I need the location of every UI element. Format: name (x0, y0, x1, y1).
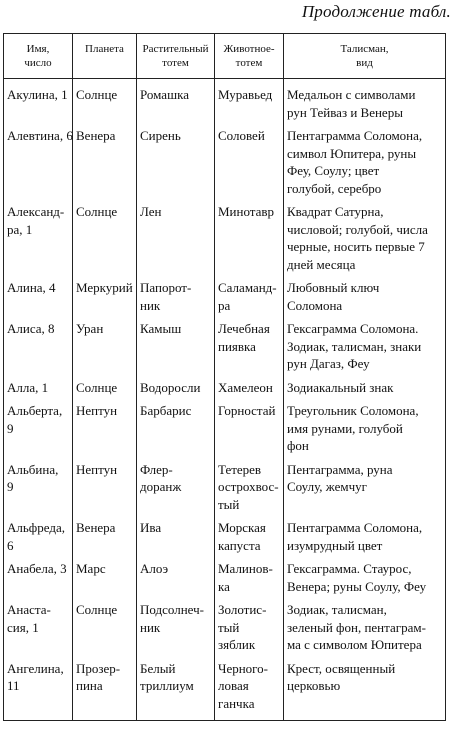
cell-talisman (284, 279, 446, 320)
cell-plant-totem-line: Флер- (140, 461, 173, 477)
cell-name-number-line: 6 (7, 537, 14, 553)
cell-animal-totem (215, 519, 284, 560)
cell-talisman-line: голубой, серебро (287, 180, 382, 196)
cell-animal-totem-line: Горностай (218, 403, 276, 418)
cell-animal-totem-line: Черного- (218, 660, 269, 676)
cell-talisman-line: Медальон с символами (287, 87, 416, 102)
header-planet (73, 34, 137, 79)
cell-planet-line: Солнце (76, 602, 118, 617)
cell-name-number-line: 11 (7, 678, 20, 693)
table-body (4, 79, 446, 721)
header-plant-totem-line: тотем (162, 57, 189, 69)
cell-talisman-line: ма с символом Юпитера (287, 637, 422, 652)
cell-plant-totem-line: Сирень (140, 128, 181, 143)
cell-name-number (4, 203, 73, 279)
cell-talisman (284, 660, 446, 721)
cell-animal-totem-line: зяблик (218, 637, 256, 652)
cell-name-number-line: Анабела, 3 (7, 561, 67, 576)
cell-animal-totem (215, 461, 284, 520)
cell-animal-totem (215, 320, 284, 379)
cell-plant-totem (137, 660, 215, 721)
cell-animal-totem-line: Соловей (218, 128, 265, 143)
cell-planet (73, 379, 137, 403)
cell-talisman (284, 560, 446, 601)
cell-animal-totem-line: острохвос- (218, 479, 279, 494)
cell-planet-line: Венера (76, 128, 116, 143)
cell-plant-totem (137, 127, 215, 203)
cell-planet-line: Нептун (76, 461, 118, 477)
cell-animal-totem-line: ра (218, 297, 231, 313)
cell-talisman-line: символ Юпитера, руны (287, 145, 417, 161)
cell-plant-totem (137, 461, 215, 520)
cell-name-number-line: Александ- (7, 204, 65, 219)
cell-talisman-line: изумрудный цвет (287, 537, 383, 553)
cell-animal-totem (215, 203, 284, 279)
cell-planet-line: Солнце (76, 379, 118, 395)
table-row (4, 379, 446, 403)
cell-plant-totem-line: ник (140, 619, 161, 635)
cell-name-number (4, 79, 73, 128)
cell-talisman-line: церковью (287, 678, 341, 693)
cell-animal-totem-line: Муравьед (218, 87, 273, 102)
cell-planet-line: Меркурий (76, 280, 133, 295)
cell-plant-totem-line: ник (140, 297, 161, 313)
cell-planet (73, 660, 137, 721)
cell-plant-totem (137, 519, 215, 560)
cell-talisman-line: Зодиак, талисман, знаки (287, 338, 422, 354)
cell-name-number-line: Акулина, 1 (7, 87, 68, 102)
cell-animal-totem-line: тый (218, 619, 240, 635)
header-plant-totem-line: Растительный (142, 43, 209, 55)
cell-name-number (4, 379, 73, 403)
cell-name-number-line: 9 (7, 479, 14, 494)
cell-animal-totem-line: ганчка (218, 695, 255, 711)
cell-plant-totem-line: триллиум (140, 678, 194, 693)
cell-planet-line: Солнце (76, 87, 118, 102)
cell-animal-totem-line: Минотавр (218, 204, 275, 219)
cell-talisman-line: черные, носить первые 7 (287, 239, 425, 254)
cell-talisman (284, 379, 446, 403)
cell-talisman-line: Соулу, жемчуг (287, 479, 367, 494)
cell-name-number-line: Альфреда, (7, 520, 65, 535)
header-name-number-line: число (24, 57, 52, 69)
cell-talisman-line: Феу, Соулу; цвет (287, 163, 380, 178)
cell-name-number (4, 402, 73, 461)
cell-animal-totem (215, 127, 284, 203)
cell-name-number (4, 560, 73, 601)
cell-talisman-line: Треугольник Соломона, (287, 403, 419, 418)
cell-planet (73, 279, 137, 320)
cell-planet-line: Венера (76, 520, 116, 535)
cell-talisman-line: числовой; голубой, числа (287, 221, 428, 237)
cell-animal-totem-line: Золотис- (218, 602, 267, 617)
cell-plant-totem (137, 560, 215, 601)
cell-talisman (284, 127, 446, 203)
cell-plant-totem (137, 79, 215, 128)
cell-animal-totem-line: Тетерев (218, 461, 262, 477)
cell-plant-totem-line: Ромашка (140, 87, 189, 102)
cell-name-number-line: Анаста- (7, 602, 51, 617)
cell-plant-totem-line: Подсолнеч- (140, 602, 204, 617)
cell-animal-totem-line: Саламанд- (218, 280, 277, 295)
cell-animal-totem-line: ка (218, 578, 230, 594)
cell-name-number (4, 519, 73, 560)
table-row (4, 560, 446, 601)
cell-talisman-line: Пентаграмма, руна (287, 461, 393, 477)
cell-name-number-line: Альбина, (7, 461, 59, 477)
cell-talisman-line: Венера; руны Соулу, Феу (287, 578, 427, 594)
header-name-number-line: Имя, (26, 43, 50, 55)
cell-name-number-line: ра, 1 (7, 221, 33, 237)
cell-name-number (4, 461, 73, 520)
cell-talisman-line: Любовный ключ (287, 280, 380, 295)
cell-name-number-line: сия, 1 (7, 619, 39, 635)
cell-animal-totem-line: Лечебная (218, 321, 270, 336)
cell-plant-totem (137, 402, 215, 461)
cell-plant-totem-line: доранж (140, 479, 182, 494)
cell-talisman (284, 203, 446, 279)
table-row (4, 402, 446, 461)
header-animal-totem-line: тотем (235, 57, 263, 69)
header-talisman-line: вид (356, 57, 373, 69)
cell-talisman-line: зеленый фон, пентаграм- (287, 619, 426, 635)
header-animal-totem-line: Животное- (223, 43, 275, 55)
cell-animal-totem-line: капуста (218, 537, 261, 553)
cell-talisman-line: Зодиак, талисман, (287, 602, 387, 617)
cell-planet-line: Прозер- (76, 660, 121, 676)
cell-plant-totem (137, 379, 215, 403)
cell-planet-line: Нептун (76, 403, 118, 418)
cell-name-number-line: Алина, 4 (7, 280, 56, 295)
cell-animal-totem (215, 79, 284, 128)
cell-animal-totem-line: Хамелеон (218, 379, 273, 395)
cell-name-number-line: Алла, 1 (7, 379, 49, 395)
cell-plant-totem-line: Папорот- (140, 280, 192, 295)
cell-planet (73, 79, 137, 128)
cell-talisman (284, 79, 446, 128)
cell-plant-totem-line: Камыш (140, 321, 182, 336)
table-row (4, 127, 446, 203)
table-row (4, 461, 446, 520)
cell-planet (73, 127, 137, 203)
cell-animal-totem-line: ловая (218, 678, 249, 693)
table-row (4, 203, 446, 279)
cell-animal-totem (215, 660, 284, 721)
cell-animal-totem-line: Малинов- (218, 561, 273, 576)
cell-planet (73, 203, 137, 279)
cell-name-number (4, 660, 73, 721)
header-talisman-line: Талисман, (340, 43, 389, 55)
cell-talisman (284, 601, 446, 660)
cell-plant-totem-line: Алоэ (140, 561, 169, 576)
cell-talisman-line: рун Тейваз и Венеры (287, 104, 403, 120)
names-table (3, 33, 446, 721)
cell-talisman-line: Квадрат Сатурна, (287, 204, 384, 219)
cell-talisman (284, 461, 446, 520)
cell-animal-totem (215, 379, 284, 403)
cell-talisman-line: Гексаграмма. Стаурос, (287, 561, 412, 576)
cell-talisman (284, 402, 446, 461)
cell-plant-totem-line: Белый (140, 660, 176, 676)
cell-plant-totem (137, 320, 215, 379)
cell-planet (73, 402, 137, 461)
cell-talisman-line: Пентаграмма Соломона, (287, 520, 423, 535)
cell-talisman (284, 519, 446, 560)
table-row (4, 79, 446, 128)
cell-talisman-line: рун Дагаз, Феу (287, 356, 370, 371)
cell-talisman-line: Пентаграмма Соломона, (287, 128, 423, 143)
cell-animal-totem-line: Морская (218, 520, 266, 535)
cell-planet-line: пина (76, 678, 103, 693)
table-continuation-caption: Продолжение табл. (301, 2, 451, 21)
cell-animal-totem (215, 601, 284, 660)
cell-name-number (4, 279, 73, 320)
header-animal-totem (215, 34, 284, 79)
table-header-row (4, 34, 446, 79)
cell-planet-line: Солнце (76, 204, 118, 219)
cell-talisman-line: Крест, освященный (287, 660, 396, 676)
cell-plant-totem (137, 601, 215, 660)
table-row (4, 519, 446, 560)
cell-planet (73, 560, 137, 601)
header-plant-totem (137, 34, 215, 79)
table-row (4, 320, 446, 379)
cell-animal-totem (215, 402, 284, 461)
cell-name-number (4, 601, 73, 660)
header-planet-line: Планета (85, 43, 124, 55)
cell-talisman-line: имя рунами, голубой (287, 420, 403, 436)
header-name-number (4, 34, 73, 79)
cell-talisman-line: Соломона (287, 297, 343, 313)
cell-talisman-line: Зодиакальный знак (287, 379, 394, 395)
cell-plant-totem-line: Лен (140, 204, 162, 219)
cell-planet (73, 320, 137, 379)
cell-animal-totem-line: пиявка (218, 338, 256, 354)
cell-planet-line: Марс (76, 561, 106, 576)
cell-planet (73, 601, 137, 660)
cell-plant-totem-line: Водоросли (140, 379, 201, 395)
cell-plant-totem (137, 279, 215, 320)
cell-talisman (284, 320, 446, 379)
cell-name-number-line: 9 (7, 420, 14, 436)
cell-name-number-line: Ангелина, (7, 660, 64, 676)
cell-name-number-line: Алиса, 8 (7, 321, 55, 336)
table-row (4, 601, 446, 660)
table-row (4, 660, 446, 721)
header-talisman (284, 34, 446, 79)
table-row (4, 279, 446, 320)
cell-name-number-line: Алевтина, 6 (7, 128, 73, 143)
cell-animal-totem (215, 560, 284, 601)
cell-animal-totem-line: тый (218, 496, 240, 512)
cell-talisman-line: дней месяца (287, 256, 356, 272)
cell-plant-totem (137, 203, 215, 279)
cell-planet-line: Уран (76, 321, 104, 336)
cell-name-number (4, 320, 73, 379)
cell-name-number-line: Альберта, (7, 403, 63, 418)
cell-animal-totem (215, 279, 284, 320)
cell-talisman-line: Гексаграмма Соломона. (287, 321, 419, 336)
cell-planet (73, 519, 137, 560)
cell-plant-totem-line: Ива (140, 520, 162, 535)
cell-name-number (4, 127, 73, 203)
cell-plant-totem-line: Барбарис (140, 403, 192, 418)
cell-talisman-line: фон (287, 438, 309, 453)
cell-planet (73, 461, 137, 520)
